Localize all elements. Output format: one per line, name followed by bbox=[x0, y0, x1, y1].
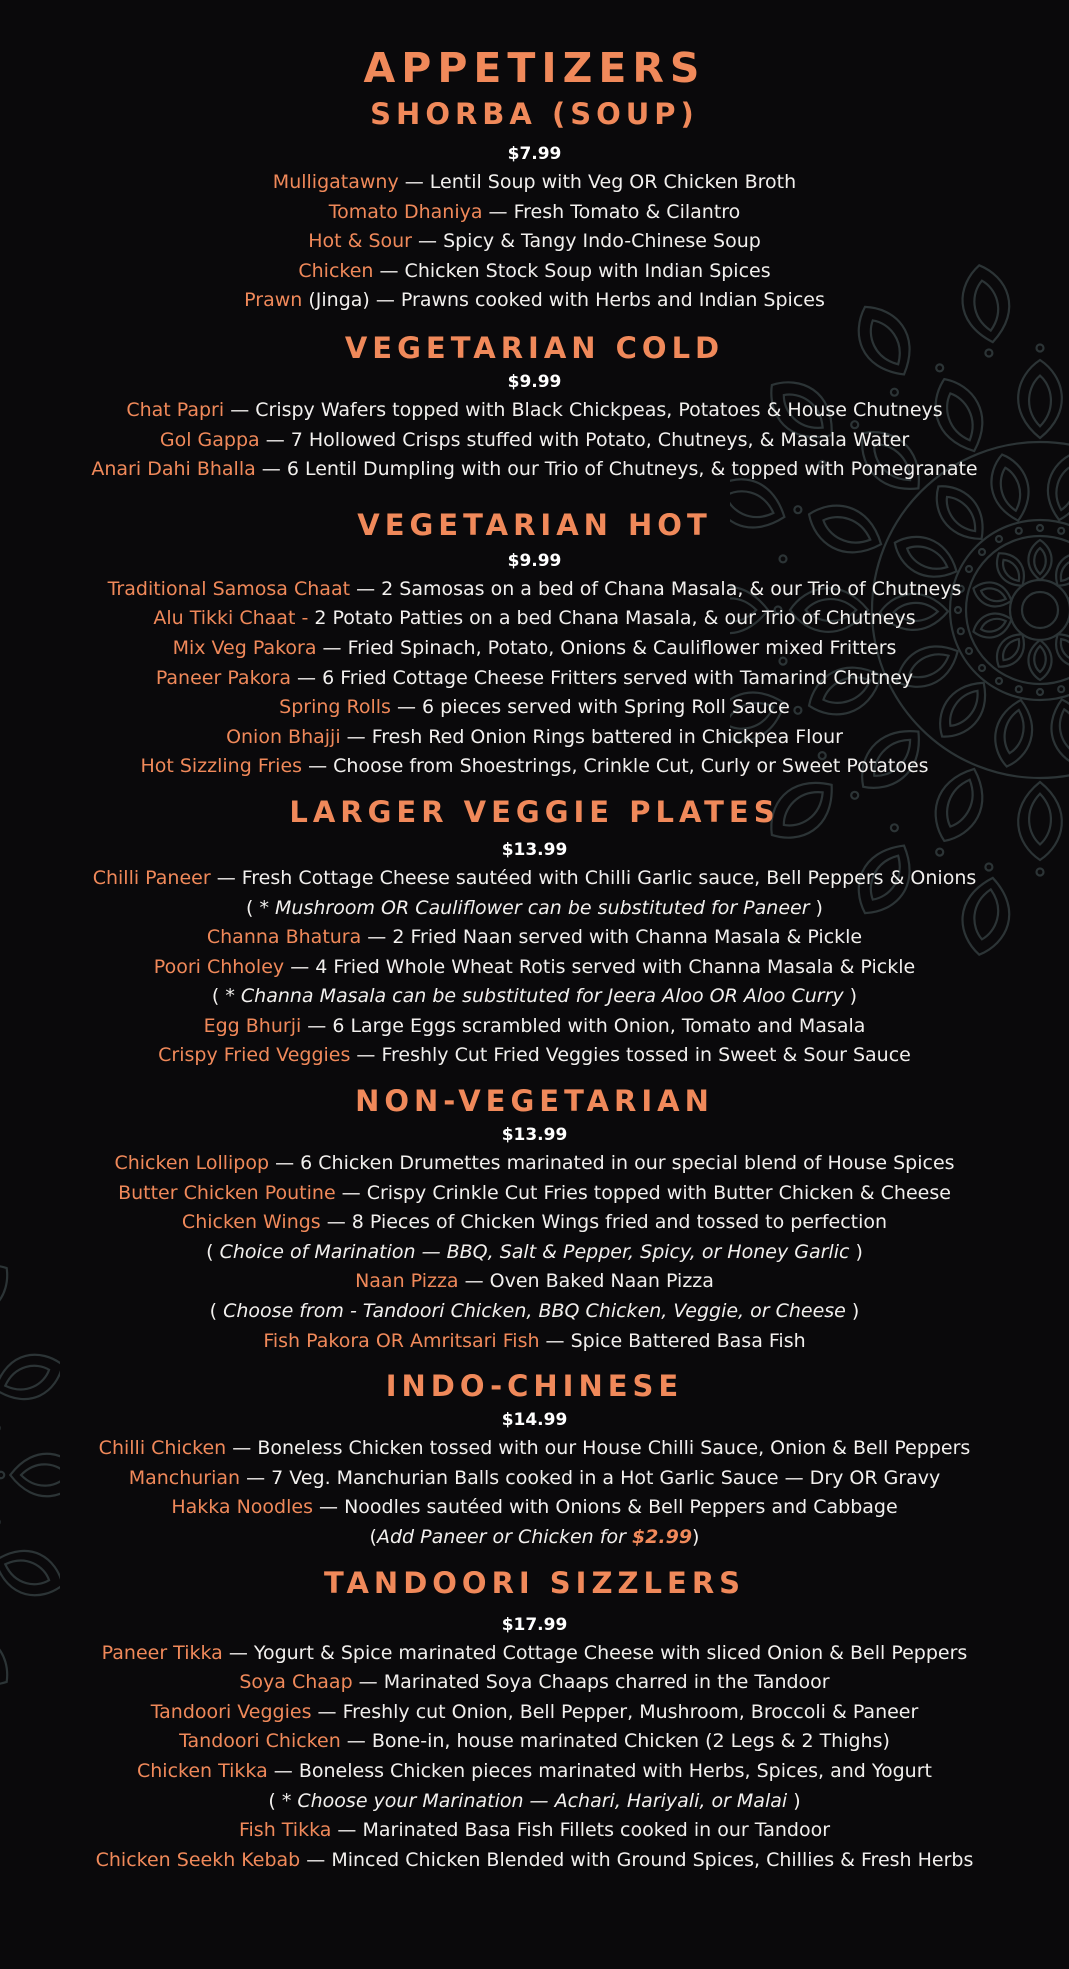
menu-item bbox=[0, 1698, 1069, 1728]
menu-item-name: Tomato Dhaniya bbox=[328, 200, 483, 223]
note-text: * Channa Masala can be substituted for Jeera Aloo OR Aloo Curry bbox=[225, 985, 844, 1008]
section-title: SHORBA (SOUP) bbox=[370, 97, 699, 131]
menu-item-description: — Spicy & Tangy Indo-Chinese Soup bbox=[411, 230, 761, 253]
section-price: $9.99 bbox=[507, 371, 562, 392]
menu-item-description: — Crispy Wafers topped with Black Chickpeas, Potatoes & House Chutneys bbox=[224, 398, 943, 421]
addon-open-paren: ( bbox=[369, 1526, 377, 1548]
menu-item-name: Tandoori Chicken bbox=[179, 1730, 341, 1753]
menu-item-name: Fish Pakora OR Amritsari Fish bbox=[263, 1329, 540, 1352]
menu-item bbox=[0, 426, 1069, 456]
menu-item bbox=[0, 257, 1069, 287]
menu-item-name: Chat Papri bbox=[126, 398, 225, 421]
menu-item bbox=[0, 953, 1069, 983]
menu-item bbox=[0, 693, 1069, 723]
menu-item-name: Chilli Chicken bbox=[98, 1437, 227, 1460]
menu-item-description: — Fried Spinach, Potato, Onions & Cauliflower mixed Fritters bbox=[316, 636, 897, 659]
menu-item-name: Onion Bhajji bbox=[226, 725, 341, 748]
menu-item-description: — Noodles sautéed with Onions & Bell Peppers and Cabbage bbox=[313, 1496, 898, 1519]
menu-item-name: Chicken Lollipop bbox=[114, 1152, 270, 1175]
menu-addon bbox=[0, 1523, 1069, 1553]
menu-item-description: (Jinga) — Prawns cooked with Herbs and Indian Spices bbox=[302, 289, 825, 312]
menu-item bbox=[0, 1041, 1069, 1071]
section-price: $13.99 bbox=[501, 1125, 568, 1146]
menu-item bbox=[0, 864, 1069, 894]
note-open-paren: ( bbox=[206, 1240, 220, 1263]
menu-item bbox=[0, 1668, 1069, 1698]
menu-item-description: 2 Potato Patties on a bed Chana Masala, & our Trio of Chutneys bbox=[308, 607, 916, 630]
menu-item bbox=[0, 286, 1069, 316]
menu-item bbox=[0, 1179, 1069, 1209]
note-close-paren: ) bbox=[845, 1300, 860, 1323]
menu-item-name: Fish Tikka bbox=[238, 1819, 332, 1842]
menu-item bbox=[0, 455, 1069, 485]
menu-item-description: — 6 pieces served with Spring Roll Sauce bbox=[390, 696, 790, 719]
menu-item bbox=[0, 227, 1069, 257]
menu-item-description: — Fresh Tomato & Cilantro bbox=[482, 200, 741, 223]
menu-item bbox=[0, 198, 1069, 228]
section-price: $9.99 bbox=[507, 550, 562, 571]
section-title: INDO-CHINESE bbox=[385, 1369, 684, 1404]
menu-item-name: Anari Dahi Bhalla bbox=[91, 458, 256, 481]
section-tandoori-sizzlers bbox=[0, 1563, 1069, 1876]
menu-item-name: Prawn bbox=[244, 289, 303, 312]
menu-item-description: — Lentil Soup with Veg OR Chicken Broth bbox=[398, 171, 797, 193]
menu-item-description: — Fresh Cottage Cheese sautéed with Chilli Garlic sauce, Bell Peppers & Onions bbox=[210, 866, 977, 889]
menu-note bbox=[0, 894, 1069, 924]
menu-item-description: — 6 Large Eggs scrambled with Onion, Tomato and Masala bbox=[301, 1014, 866, 1037]
menu-item-name: Chilli Paneer bbox=[92, 866, 211, 889]
menu-note bbox=[0, 1238, 1069, 1268]
note-text: Choice of Marination — BBQ, Salt & Pepper, Spicy, or Honey Garlic bbox=[219, 1240, 850, 1263]
note-open-paren: ( bbox=[209, 1300, 224, 1323]
note-close-paren: ) bbox=[849, 1240, 863, 1263]
menu-item-description: — Bone-in, house marinated Chicken (2 Legs & 2 Thighs) bbox=[340, 1730, 890, 1753]
section-price: $13.99 bbox=[501, 839, 568, 860]
note-close-paren: ) bbox=[843, 985, 858, 1008]
menu-note bbox=[0, 1297, 1069, 1327]
menu-item-name: Naan Pizza bbox=[355, 1270, 459, 1293]
menu-item-name: Channa Bhatura bbox=[206, 926, 362, 949]
menu-item bbox=[0, 634, 1069, 664]
menu-item-name: Paneer Tikka bbox=[101, 1641, 223, 1664]
menu-main-title: APPETIZERS bbox=[363, 44, 706, 92]
note-close-paren: ) bbox=[809, 896, 823, 919]
menu-item-name: Chicken Wings bbox=[181, 1211, 321, 1234]
note-close-paren: ) bbox=[787, 1789, 801, 1812]
menu-item bbox=[0, 1639, 1069, 1669]
menu-item-name: Chicken Seekh Kebab bbox=[95, 1848, 301, 1871]
menu-item bbox=[0, 923, 1069, 953]
menu-sections bbox=[0, 94, 1069, 1875]
note-open-paren: ( bbox=[246, 896, 260, 919]
section-title: VEGETARIAN COLD bbox=[344, 330, 725, 365]
menu-item-name: Chicken bbox=[298, 259, 374, 282]
menu-item-description: — Freshly cut Onion, Bell Pepper, Mushroom, Broccoli & Paneer bbox=[311, 1700, 919, 1723]
menu-item-description: — Boneless Chicken pieces marinated with Herbs, Spices, and Yogurt bbox=[267, 1759, 932, 1782]
menu-item-description: — Choose from Shoestrings, Crinkle Cut, Curly or Sweet Potatoes bbox=[302, 755, 929, 778]
menu-item-description: — Yogurt & Spice marinated Cottage Cheese with sliced Onion & Bell Peppers bbox=[222, 1641, 968, 1664]
menu-item-description: — 6 Lentil Dumpling with our Trio of Chutneys, & topped with Pomegranate bbox=[255, 458, 978, 481]
menu-item-name: Butter Chicken Poutine bbox=[118, 1181, 336, 1204]
menu-item bbox=[0, 168, 1069, 198]
menu-page bbox=[0, 42, 1069, 1875]
section-indo-chinese bbox=[0, 1366, 1069, 1552]
section-vegetarian-hot bbox=[0, 505, 1069, 782]
menu-note bbox=[0, 982, 1069, 1012]
section-vegetarian-cold bbox=[0, 328, 1069, 485]
section-price: $7.99 bbox=[507, 144, 562, 164]
menu-item bbox=[0, 1464, 1069, 1494]
menu-item-name: Chicken Tikka bbox=[137, 1759, 268, 1782]
section-title: NON-VEGETARIAN bbox=[355, 1084, 714, 1119]
menu-item-description: — Oven Baked Naan Pizza bbox=[458, 1270, 714, 1293]
menu-item-description: — Chicken Stock Soup with Indian Spices bbox=[373, 259, 771, 282]
menu-item bbox=[0, 1493, 1069, 1523]
section-shorba-soup bbox=[0, 94, 1069, 316]
menu-item-description: — 4 Fried Whole Wheat Rotis served with Channa Masala & Pickle bbox=[284, 955, 916, 978]
menu-item bbox=[0, 664, 1069, 694]
menu-item-name: Paneer Pakora bbox=[155, 666, 291, 689]
menu-item bbox=[0, 723, 1069, 753]
menu-item-name: Egg Bhurji bbox=[203, 1014, 302, 1037]
menu-item bbox=[0, 1012, 1069, 1042]
menu-item-description: — Boneless Chicken tossed with our House Chilli Sauce, Onion & Bell Peppers bbox=[226, 1437, 971, 1460]
menu-item-description: — 8 Pieces of Chicken Wings fried and tossed to perfection bbox=[320, 1211, 888, 1234]
menu-item bbox=[0, 575, 1069, 605]
addon-close-paren: ) bbox=[692, 1526, 700, 1548]
menu-item-description: — Freshly Cut Fried Veggies tossed in Sweet & Sour Sauce bbox=[350, 1044, 911, 1067]
menu-item bbox=[0, 1327, 1069, 1357]
menu-item-description: — Crispy Crinkle Cut Fries topped with Butter Chicken & Cheese bbox=[335, 1181, 951, 1204]
menu-item-description: — Fresh Red Onion Rings battered in Chickpea Flour bbox=[340, 725, 843, 748]
menu-item-description: — 7 Hollowed Crisps stuffed with Potato, Chutneys, & Masala Water bbox=[259, 428, 910, 451]
note-open-paren: ( bbox=[268, 1789, 282, 1812]
menu-item bbox=[0, 604, 1069, 634]
menu-item bbox=[0, 1727, 1069, 1757]
menu-note bbox=[0, 1787, 1069, 1817]
menu-item bbox=[0, 396, 1069, 426]
menu-item bbox=[0, 1149, 1069, 1179]
menu-item-name: Gol Gappa bbox=[159, 428, 260, 451]
menu-item-name: Mix Veg Pakora bbox=[172, 636, 317, 659]
section-larger-veggie-plates bbox=[0, 792, 1069, 1071]
menu-item-description: — Minced Chicken Blended with Ground Spices, Chillies & Fresh Herbs bbox=[300, 1848, 974, 1871]
menu-item-name: Crispy Fried Veggies bbox=[158, 1044, 351, 1067]
section-title: LARGER VEGGIE PLATES bbox=[289, 794, 780, 829]
menu-item-description: — 2 Fried Naan served with Channa Masala & Pickle bbox=[361, 926, 863, 949]
menu-item-description: — Marinated Soya Chaaps charred in the Tandoor bbox=[352, 1671, 830, 1694]
menu-item-description: — 6 Chicken Drumettes marinated in our special blend of House Spices bbox=[269, 1152, 955, 1175]
section-title: TANDOORI SIZZLERS bbox=[323, 1565, 746, 1600]
menu-item bbox=[0, 1846, 1069, 1876]
note-open-paren: ( bbox=[211, 985, 226, 1008]
menu-item bbox=[0, 1208, 1069, 1238]
menu-item-name: Spring Rolls bbox=[279, 696, 391, 719]
addon-price: $2.99 bbox=[631, 1526, 693, 1548]
menu-item-name: Hot & Sour bbox=[308, 230, 412, 253]
menu-item bbox=[0, 1757, 1069, 1787]
section-price: $17.99 bbox=[501, 1614, 568, 1635]
menu-item-name: Manchurian bbox=[128, 1466, 241, 1489]
section-price: $14.99 bbox=[501, 1410, 568, 1431]
menu-item-description: — Marinated Basa Fish Fillets cooked in our Tandoor bbox=[331, 1819, 831, 1842]
section-non-vegetarian bbox=[0, 1081, 1069, 1356]
menu-item-name: Mulligatawny bbox=[272, 171, 399, 193]
menu-item bbox=[0, 1267, 1069, 1297]
menu-item-name: Alu Tikki Chaat - bbox=[153, 607, 309, 630]
menu-item-name: Tandoori Veggies bbox=[150, 1700, 312, 1723]
section-title: VEGETARIAN HOT bbox=[357, 507, 712, 542]
menu-item bbox=[0, 1434, 1069, 1464]
note-text: * Choose your Marination — Achari, Hariyali, or Malai bbox=[281, 1789, 788, 1812]
menu-item-name: Poori Chholey bbox=[153, 955, 285, 978]
menu-item bbox=[0, 752, 1069, 782]
note-text: * Mushroom OR Cauliflower can be substituted for Paneer bbox=[259, 896, 810, 919]
menu-item-name: Hot Sizzling Fries bbox=[140, 755, 303, 778]
menu-item-description: — 6 Fried Cottage Cheese Fritters served with Tamarind Chutney bbox=[290, 666, 914, 689]
addon-text: Add Paneer or Chicken for bbox=[376, 1526, 632, 1548]
menu-item-name: Hakka Noodles bbox=[171, 1496, 313, 1519]
menu-item-description: — 2 Samosas on a bed of Chana Masala, & our Trio of Chutneys bbox=[350, 577, 962, 600]
menu-item-description: — 7 Veg. Manchurian Balls cooked in a Hot Garlic Sauce — Dry OR Gravy bbox=[240, 1466, 941, 1489]
menu-item bbox=[0, 1816, 1069, 1846]
menu-item-name: Soya Chaap bbox=[239, 1671, 353, 1694]
note-text: Choose from - Tandoori Chicken, BBQ Chicken, Veggie, or Cheese bbox=[223, 1300, 846, 1323]
menu-item-description: — Spice Battered Basa Fish bbox=[539, 1329, 806, 1352]
menu-item-name: Traditional Samosa Chaat bbox=[107, 577, 351, 600]
